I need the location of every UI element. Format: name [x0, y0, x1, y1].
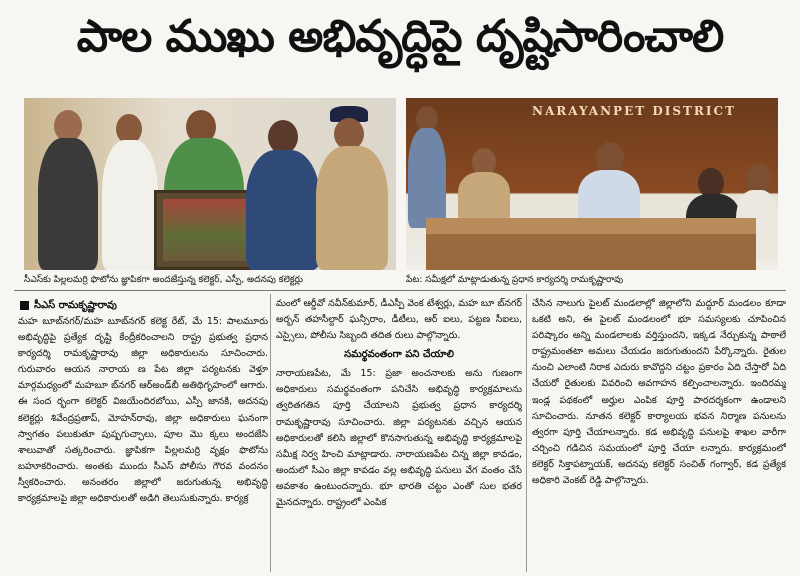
subheading: సమర్థవంతంగా పని చేయాలి: [344, 349, 454, 361]
column-divider: [526, 294, 527, 572]
article-column-3: [532, 296, 786, 572]
photo-caption-right: పేట: సమీక్షలో మాట్లాడుతున్న ప్రధాన కార్యదర్శి రామకృష్ణారావు: [406, 275, 624, 285]
byline: సీఎస్ రామకృష్ణారావు: [34, 300, 117, 311]
column-divider: [270, 294, 271, 572]
article-column-1: [18, 314, 268, 572]
article-paragraph: మహ బూబ్‌నగర్/మహ బూబ్‌నగర్ కలెక్ట రేట్, మే 15: పాలమూరు అభివృద్ధిపై ప్రత్యేక దృష్టి కేంద్రీకరించాలని రాష్ట్ర ప్రభుత్వ ప్రధాన కార్యదర్శి రామకృష్ణారావు జిల్లా అధికారులను సూచించారు. గురువారం ఆయన నారాయ ణ పేట జిల్లా పర్యటనకు వెళ్తూ మార్గమధ్యంలో మహబూ బ్‌నగర్ ఆర్‌అండ్‌బీ అతిథిగృహంలో ఆగారు. ఈ సంద ర్భంగా కలెక్టర్ విజయేందిరబోయి, ఎస్పీ జానకి, అదనపు కలెక్టర్లు శివేంద్రప్రతాప్, మోహన్‌రావు, జిల్లా అధికారులు ఘనంగా స్వాగతం పలుకుతూ పుష్పగుచ్ఛాలు, పూల మొ క్కలు అందజేసి శాలువాతో సత్కరించారు. జ్ఞాపికగా పిల్లలమర్రి వృక్షం ఫొటోను బహూకరించారు. అంతకు ముందు సీఎస్ పోలీసు గౌరవ వందనం స్వీకరించారు. అనంతరం జిల్లాలో జరుగుతున్న అభివృద్ధి కార్యక్రమాలపై జిల్లా అధికారులతో అడిగి తెలుసుకున్నారు. కార్యక్ర: [18, 316, 268, 505]
article-paragraph: మంలో ఆర్డీవో నవీన్‌కుమార్, డీఎస్పీ వెంక టేశ్వర్లు, మహ బూ బ్‌నగర్ అర్బన్ తహసీల్దార్ ఘన్సీరాం, డీటీలు, ఆర్ ఐలు, పట్టణ సీఐలు, ఎస్సైలు, పోలీసు సిబ్బంది తదిత రులు పాల్గొన్నారు.: [276, 298, 522, 342]
divider: [14, 290, 786, 291]
square-bullet-icon: [20, 301, 29, 310]
article-paragraph: చేసిన నాలుగు పైలట్ మండలాల్లో జిల్లాలోని మద్దూర్ మండలం కూడా ఒకటి అని, ఈ పైలట్ మండలంలో భూ సమస్యలకు చూపించిన పరిష్కారం అన్ని మండలాలకు వర్తిస్తుందని, ఇక్కడ నేర్చుకున్న పాఠాలే రాష్ట్రమంతటా అమలు చేయడం జరుగుతుందని పేర్కొన్నారు. రైతుల నుంచి ఎలాంటి నిరాక ఎదురు కావొద్దని చట్టం ప్రకారం ఏది చేస్తారో ఏది చేయరో రైతులకు వివరించి అవగాహన కల్పించాలన్నారు. ఇందిరమ్మ ఇండ్ల పథకంలో అర్హుల ఎంపిక పూర్తి పారదర్శకంగా ఉండాలని సూచించారు. నూతన కలెక్టర్ కార్యాలయ భవన నిర్మాణ పనులను త్వరగా పూర్తి చేయాలన్నారు. కడ అభివృద్ధి పనులపై శాఖల వారీగా చర్చించి గడిచిన సమయంలో పూర్తి చేయా లన్నారు. కార్యక్రమంలో కలెక్టర్ సిక్తాపట్నాయక్, అదనపు కలెక్టర్ సంచిత్ గంగ్వార్, కడ ప్రత్యేక అధికారి వెంకట్ రెడ్డి పాల్గొన్నారు.: [532, 298, 786, 487]
office-sign: NARAYANPET DISTRICT: [532, 104, 737, 118]
article-column-2: [276, 296, 522, 572]
photo-caption-left: సీఎస్‌కు పిల్లలమర్రి ఫొటోను జ్ఞాపికగా అందజేస్తున్న కలెక్టర్, ఎస్పీ, అదనపు కలెక్టర్లు: [24, 275, 303, 285]
photo-review-meeting: [406, 98, 778, 270]
photo-felicitation: [24, 98, 396, 270]
article-paragraph: నారాయణపేట, మే 15: ప్రజా అంచనాలకు అను గుణంగా అధికారులు సమర్థవంతంగా పనిచేసి అభివృద్ధి కార్యక్రమాలను త్వరితగతిన పూర్తి చేయాలని ప్రభుత్వ ప్రధాన కార్యదర్శి రామకృష్ణారావు సూచించారు. జిల్లా పర్యటనకు వచ్చిన ఆయన అధికారులతో కలిసి జిల్లాలో కొనసాగుతున్న అభివృద్ధి కార్యక్రమాలపై సమీక్ష నిర్వ హించి మాట్లాడారు. నారాయణపేట చిన్న జిల్లా కావడం, అందులో సీఎం జిల్లా కావడం వల్ల అభివృద్ధి పనులు వేగ వంతం చేసే అవకాశం ఉంటుందన్నారు. భూ భారతి చట్టం ఎంతో సుల భతర మైనదన్నారు. రాష్ట్రంలో ఎంపిక: [276, 368, 522, 509]
headline: పాల ముఖు అభివృద్ధిపై దృష్టిసారించాలి: [76, 11, 724, 62]
